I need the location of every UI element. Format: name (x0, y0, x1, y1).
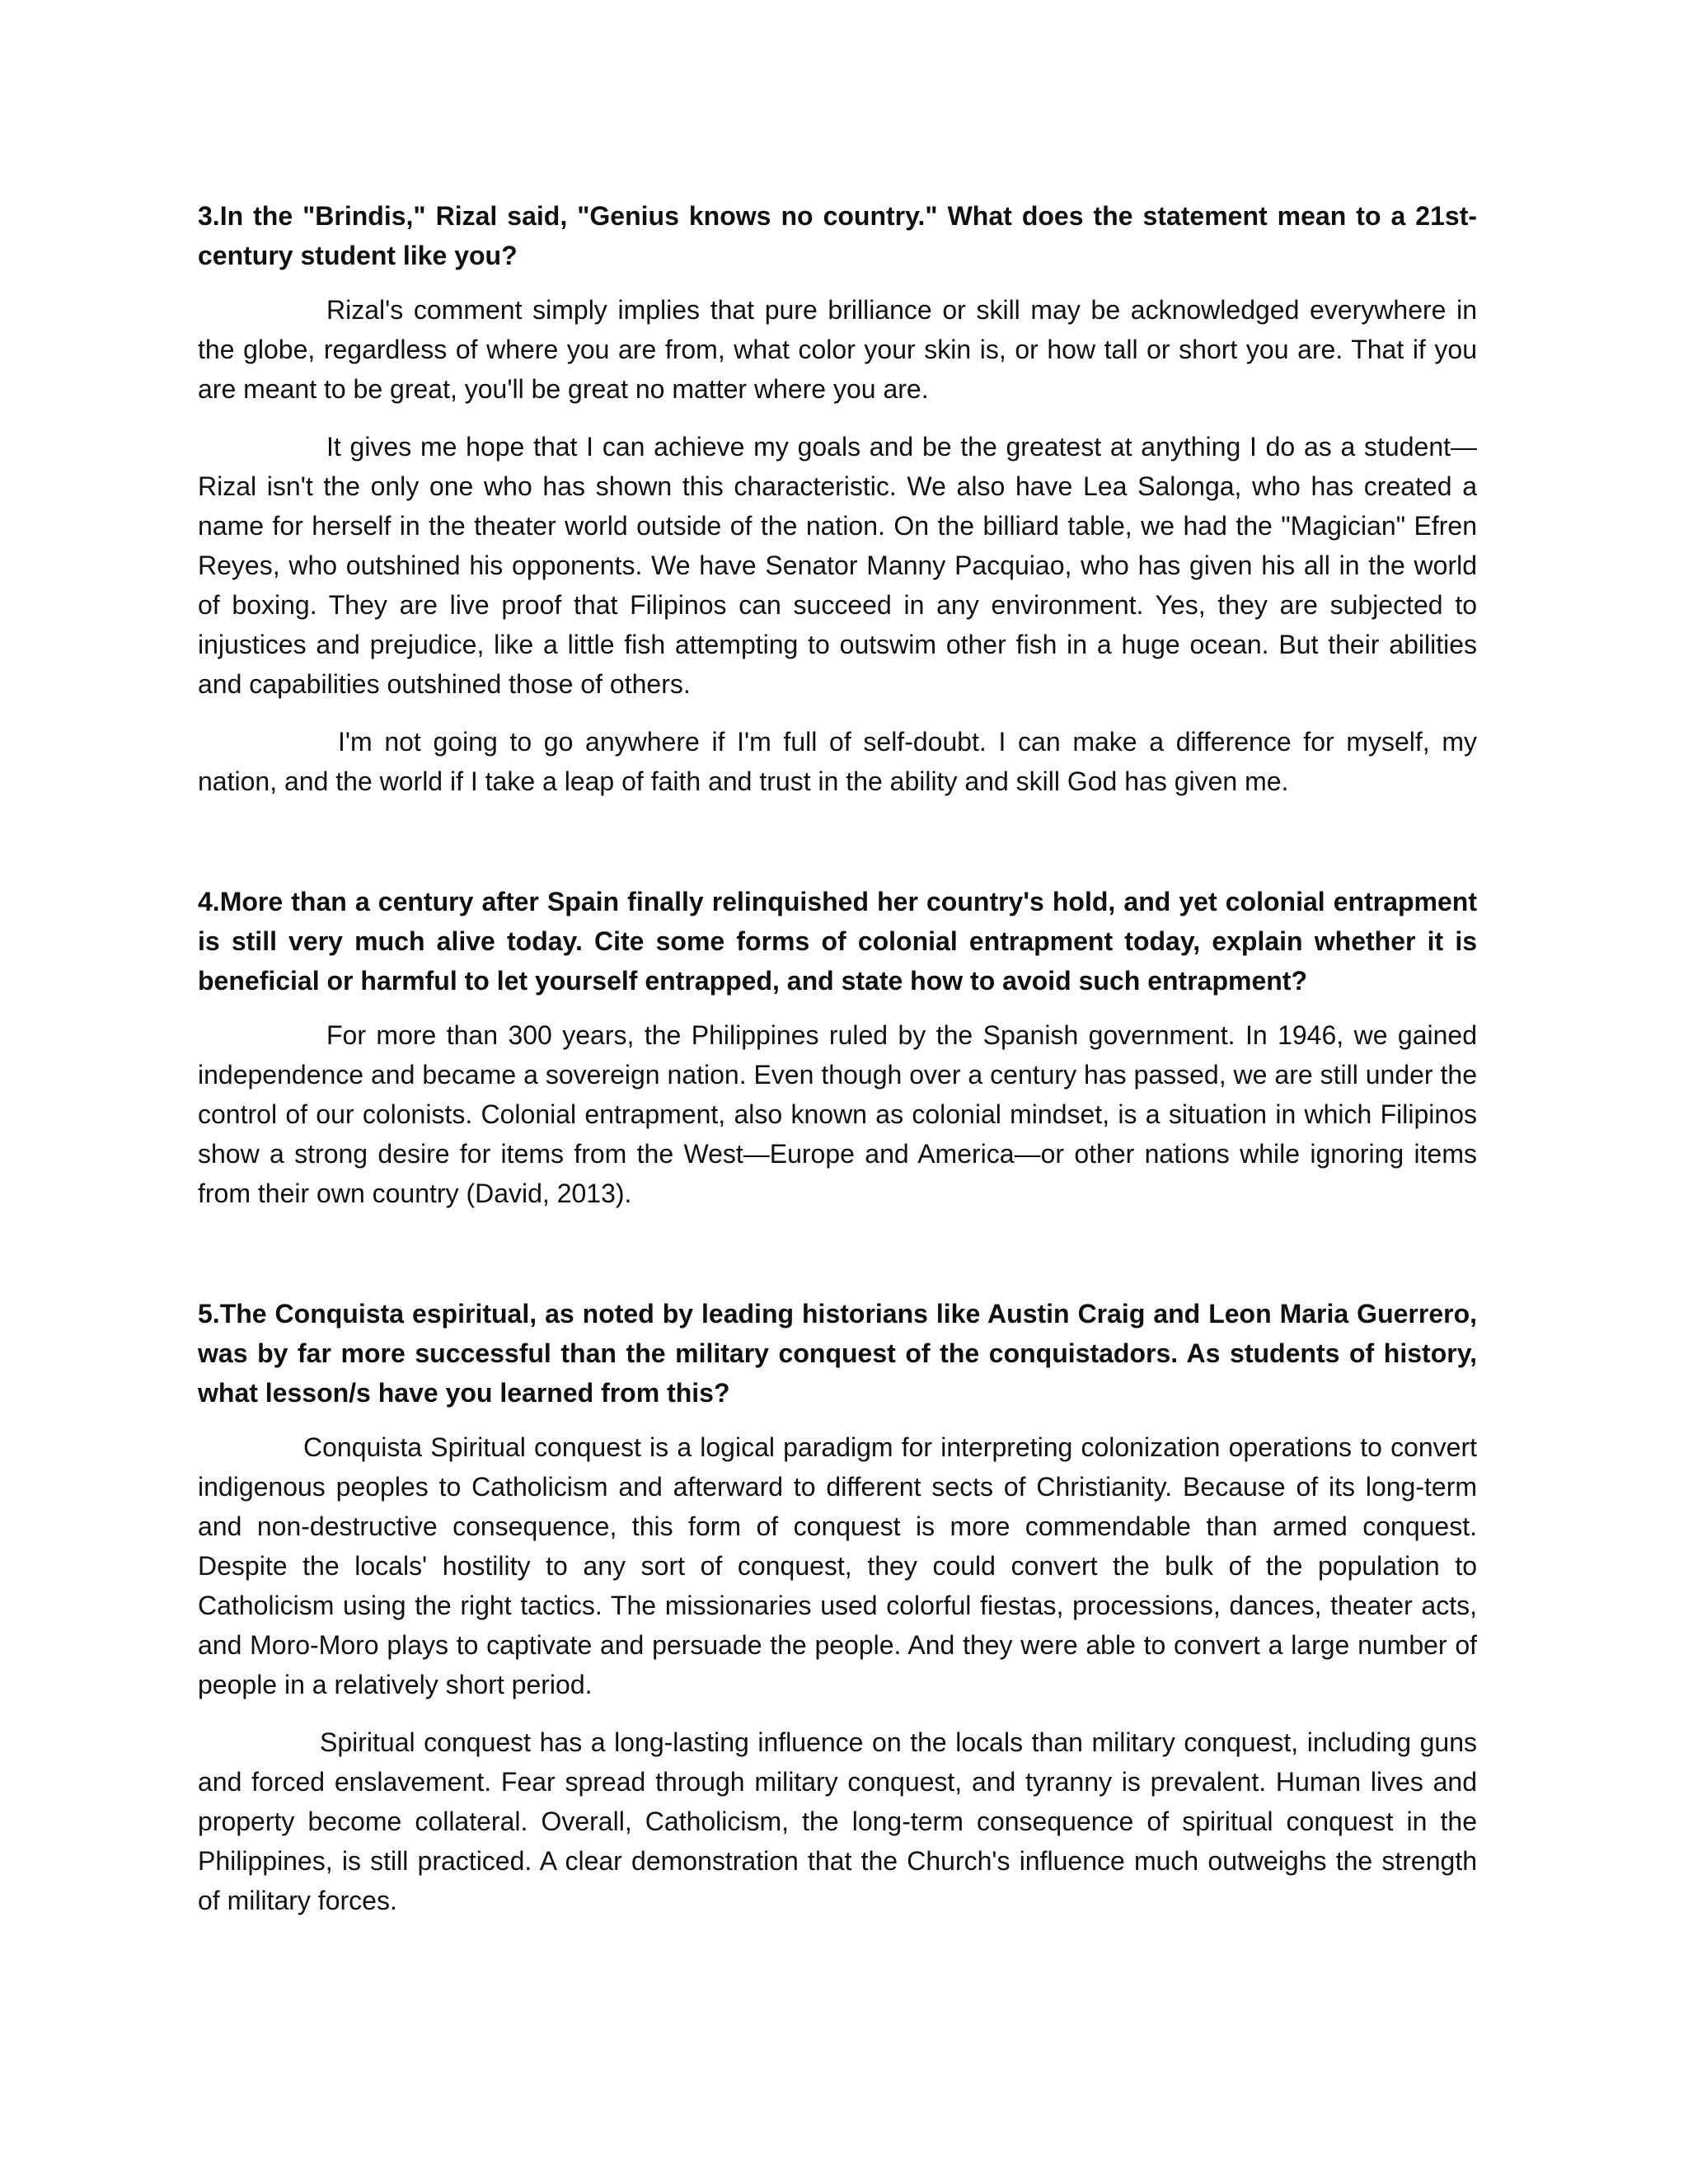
section-question-3 (198, 196, 1477, 801)
section-question-5 (198, 1294, 1477, 1920)
question-3-heading: 3.In the "Brindis," Rizal said, "Genius knows no country." What does the statement mean to a 21st-century student like you? (198, 201, 1477, 270)
answer-3-paragraph-3: I'm not going to go anywhere if I'm full of self-doubt. I can make a difference for myself, my nation, and the world if I take a leap of faith and trust in the ability and skill God has given me. (198, 727, 1477, 796)
document-body (198, 196, 1477, 1938)
answer-5-paragraph-1: Conquista Spiritual conquest is a logical paradigm for interpreting colonization operations to convert indigenous peoples to Catholicism and afterward to different sects of Christianity. Because of its long-term and non-destructive consequence, this form of conquest is more commendable than armed conquest. Despite the locals' hostility to any sort of conquest, they could convert the bulk of the population to Catholicism using the right tactics. The missionaries used colorful fiestas, processions, dances, theater acts, and Moro-Moro plays to captivate and persuade the people. And they were able to convert a large number of people in a relatively short period. (198, 1432, 1477, 1699)
answer-4-paragraph-1: For more than 300 years, the Philippines ruled by the Spanish government. In 1946, we gained independence and became a sovereign nation. Even though over a century has passed, we are still under the control of our colonists. Colonial entrapment, also known as colonial mindset, is a situation in which Filipinos show a strong desire for items from the West—Europe and America—or other nations while ignoring items from their own country (David, 2013). (198, 1020, 1477, 1208)
question-4-heading: 4.More than a century after Spain finally relinquished her country's hold, and yet colonial entrapment is still very much alive today. Cite some forms of colonial entrapment today, explain whether it is beneficial or harmful to let yourself entrapped, and state how to avoid such entrapment? (198, 887, 1477, 996)
answer-5-paragraph-2: Spiritual conquest has a long-lasting influence on the locals than military conquest, including guns and forced enslavement. Fear spread through military conquest, and tyranny is prevalent. Human lives and property become collateral. Overall, Catholicism, the long-term consequence of spiritual conquest in the Philippines, is still practiced. A clear demonstration that the Church's influence much outweighs the strength of military forces. (198, 1727, 1477, 1915)
section-spacer (198, 819, 1477, 882)
section-question-4 (198, 882, 1477, 1213)
section-spacer (198, 1231, 1477, 1294)
answer-3-paragraph-1: Rizal's comment simply implies that pure brilliance or skill may be acknowledged everywhere in the globe, regardless of where you are from, what color your skin is, or how tall or short you are. That if you are meant to be great, you'll be great no matter where you are. (198, 295, 1477, 404)
question-5-heading: 5.The Conquista espiritual, as noted by leading historians like Austin Craig and Leon Maria Guerrero, was by far more successful than the military conquest of the conquistadors. As students of history, what lesson/s have you learned from this? (198, 1299, 1477, 1408)
answer-3-paragraph-2: It gives me hope that I can achieve my goals and be the greatest at anything I do as a student—Rizal isn't the only one who has shown this characteristic. We also have Lea Salonga, who has created a name for herself in the theater world outside of the nation. On the billiard table, we had the "Magician" Efren Reyes, who outshined his opponents. We have Senator Manny Pacquiao, who has given his all in the world of boxing. They are live proof that Filipinos can succeed in any environment. Yes, they are subjected to injustices and prejudice, like a little fish attempting to outswim other fish in a huge ocean. But their abilities and capabilities outshined those of others. (198, 432, 1477, 699)
